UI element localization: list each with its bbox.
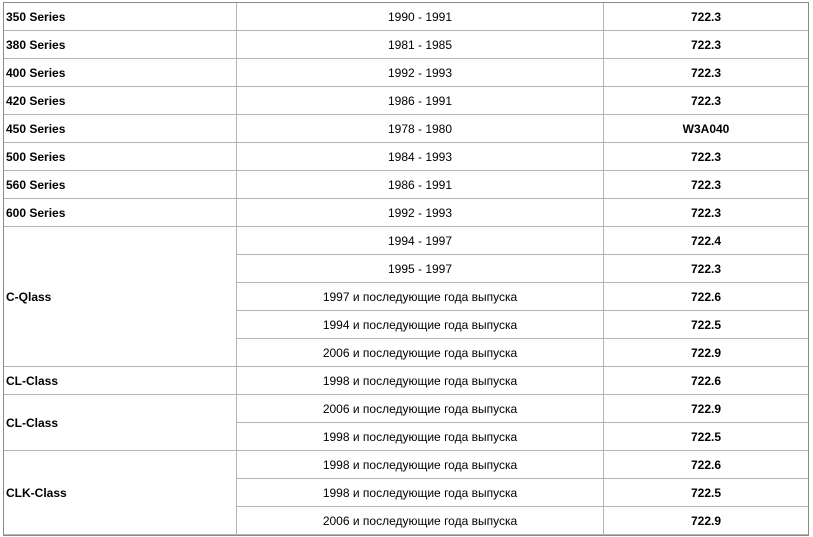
years-cell: 1986 - 1991 [237, 171, 604, 199]
years-cell: 2006 и последующие года выпуска [237, 507, 604, 535]
model-cell: 450 Series [4, 115, 237, 143]
years-cell: 1984 - 1993 [237, 143, 604, 171]
model-cell: 500 Series [4, 143, 237, 171]
table-row [4, 31, 808, 59]
transmission-cell: 722.4 [604, 227, 808, 255]
years-cell: 2006 и последующие года выпуска [237, 395, 604, 423]
table-row [4, 171, 808, 199]
table-row [4, 451, 808, 479]
transmission-cell: 722.3 [604, 31, 808, 59]
model-cell: CL-Class [4, 395, 237, 451]
model-cell: C-Qlass [4, 227, 237, 367]
years-cell: 1992 - 1993 [237, 59, 604, 87]
years-cell: 1981 - 1985 [237, 31, 604, 59]
transmission-cell: 722.3 [604, 87, 808, 115]
model-cell: 380 Series [4, 31, 237, 59]
transmission-cell: 722.9 [604, 339, 808, 367]
years-cell: 1995 - 1997 [237, 255, 604, 283]
model-cell: CLK-Class [4, 451, 237, 535]
transmission-cell: 722.6 [604, 367, 808, 395]
model-cell: CL-Class [4, 367, 237, 395]
transmission-table [3, 2, 809, 536]
table-row [4, 3, 808, 31]
transmission-cell: 722.9 [604, 395, 808, 423]
table-row [4, 59, 808, 87]
transmission-cell: 722.3 [604, 3, 808, 31]
years-cell: 1997 и последующие года выпуска [237, 283, 604, 311]
transmission-table-body [4, 3, 808, 535]
years-cell: 1992 - 1993 [237, 199, 604, 227]
table-row [4, 87, 808, 115]
model-cell: 420 Series [4, 87, 237, 115]
table-row [4, 367, 808, 395]
table-row [4, 227, 808, 255]
model-cell: 600 Series [4, 199, 237, 227]
model-cell: 400 Series [4, 59, 237, 87]
transmission-cell: W3A040 [604, 115, 808, 143]
years-cell: 1990 - 1991 [237, 3, 604, 31]
years-cell: 1998 и последующие года выпуска [237, 367, 604, 395]
transmission-cell: 722.5 [604, 479, 808, 507]
transmission-cell: 722.3 [604, 199, 808, 227]
table-row [4, 199, 808, 227]
table-row [4, 115, 808, 143]
table-row [4, 143, 808, 171]
years-cell: 1994 и последующие года выпуска [237, 311, 604, 339]
table-row [4, 395, 808, 423]
years-cell: 1978 - 1980 [237, 115, 604, 143]
transmission-cell: 722.6 [604, 283, 808, 311]
transmission-cell: 722.5 [604, 311, 808, 339]
years-cell: 1994 - 1997 [237, 227, 604, 255]
transmission-cell: 722.3 [604, 171, 808, 199]
years-cell: 1998 и последующие года выпуска [237, 479, 604, 507]
transmission-cell: 722.5 [604, 423, 808, 451]
transmission-cell: 722.6 [604, 451, 808, 479]
transmission-cell: 722.3 [604, 143, 808, 171]
years-cell: 1998 и последующие года выпуска [237, 423, 604, 451]
years-cell: 2006 и последующие года выпуска [237, 339, 604, 367]
transmission-cell: 722.9 [604, 507, 808, 535]
years-cell: 1986 - 1991 [237, 87, 604, 115]
model-cell: 350 Series [4, 3, 237, 31]
transmission-cell: 722.3 [604, 255, 808, 283]
model-cell: 560 Series [4, 171, 237, 199]
transmission-cell: 722.3 [604, 59, 808, 87]
years-cell: 1998 и последующие года выпуска [237, 451, 604, 479]
